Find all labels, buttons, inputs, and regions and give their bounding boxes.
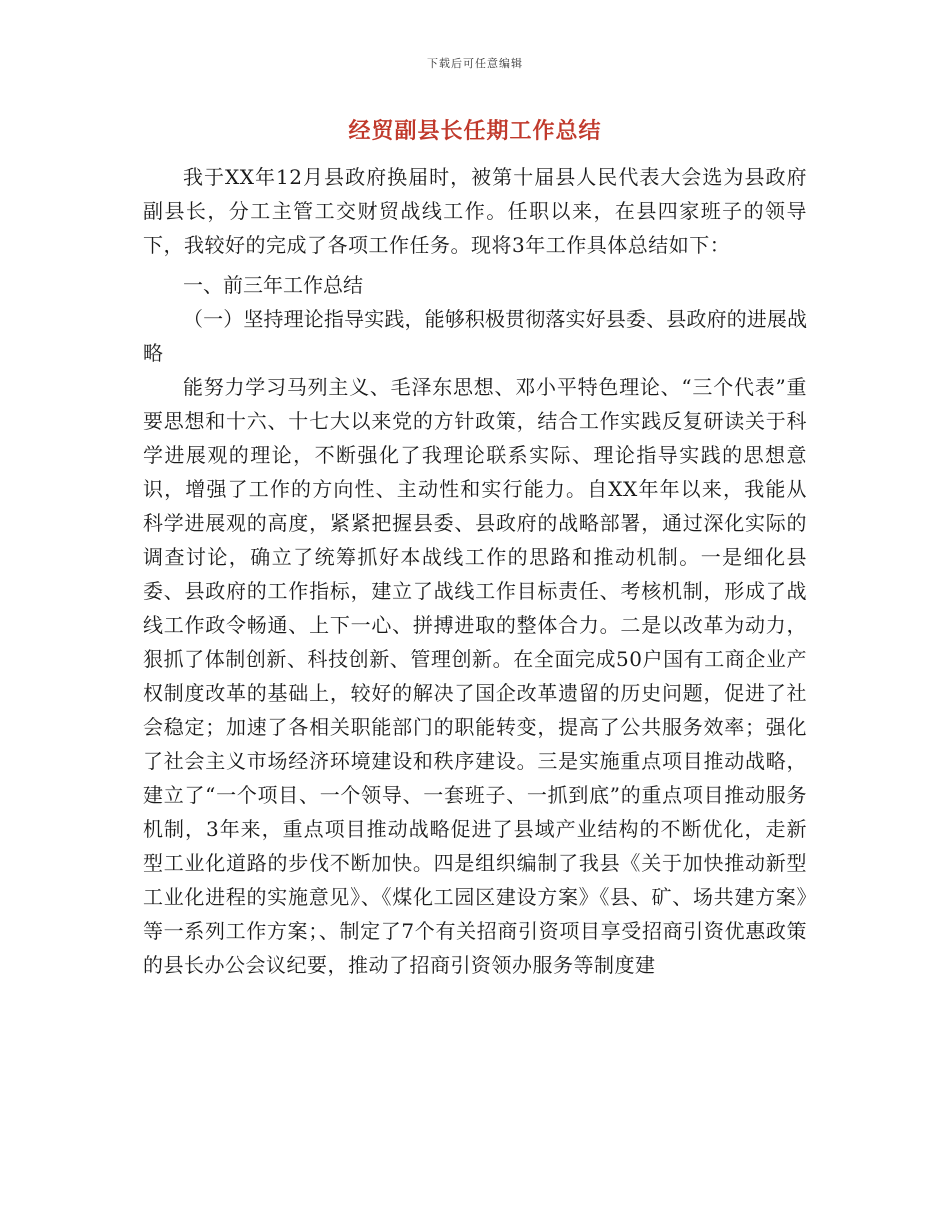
intro-paragraph: 我于XX年12月县政府换届时，被第十届县人民代表大会选为县政府副县长，分工主管工交财贸战线工作。任职以来，在县四家班子的领导下，我较好的完成了各项工作任务。现将3年工作具体总结如下： xyxy=(143,165,807,257)
document-title: 经贸副县长任期工作总结 xyxy=(348,118,602,144)
document-body xyxy=(143,160,807,982)
body-paragraph: 能努力学习马列主义、毛泽东思想、邓小平特色理论、“三个代表”重要思想和十六、十七大以来党的方针政策，结合工作实践反复研读关于科学进展观的理论，不断强化了我理论联系实际、理论指导实践的思想意识，增强了工作的方向性、主动性和实行能力。自XX年年以来，我能从科学进展观的高度，紧紧把握县委、县政府的战略部署，通过深化实际的调查讨论，确立了统筹抓好本战线工作的思路和推动机制。一是细化县委、县政府的工作指标，建立了战线工作目标责任、考核机制，形成了战线工作政令畅通、上下一心、拼搏进取的整体合力。二是以改革为动力，狠抓了体制创新、科技创新、管理创新。在全面完成50户国有工商企业产权制度改革的基础上，较好的解决了国企改革遗留的历史问题，促进了社会稳定；加速了各相关职能部门的职能转变，提高了公共服务效率；强化了社会主义市场经济环境建设和秩序建设。三是实施重点项目推动战略，建立了“一个项目、一个领导、一套班子、一抓到底”的重点项目推动服务机制，3年来，重点项目推动战略促进了县域产业结构的不断优化，走新型工业化道路的步伐不断加快。四是组织编制了我县《关于加快推动新型工业化进程的实施意见》、《煤化工园区建设方案》《县、矿、场共建方案》等一系列工作方案；、制定了7个有关招商引资项目享受招商引资优惠政策的县长办公会议纪要，推动了招商引资领办服务等制度建 xyxy=(143,375,807,977)
page-header-note: 下载后可任意编辑 xyxy=(427,57,523,70)
subsection-heading: （一）坚持理论指导实践，能够积极贯彻落实好县委、县政府的进展战略 xyxy=(143,307,807,365)
section-heading: 一、前三年工作总结 xyxy=(183,273,363,297)
